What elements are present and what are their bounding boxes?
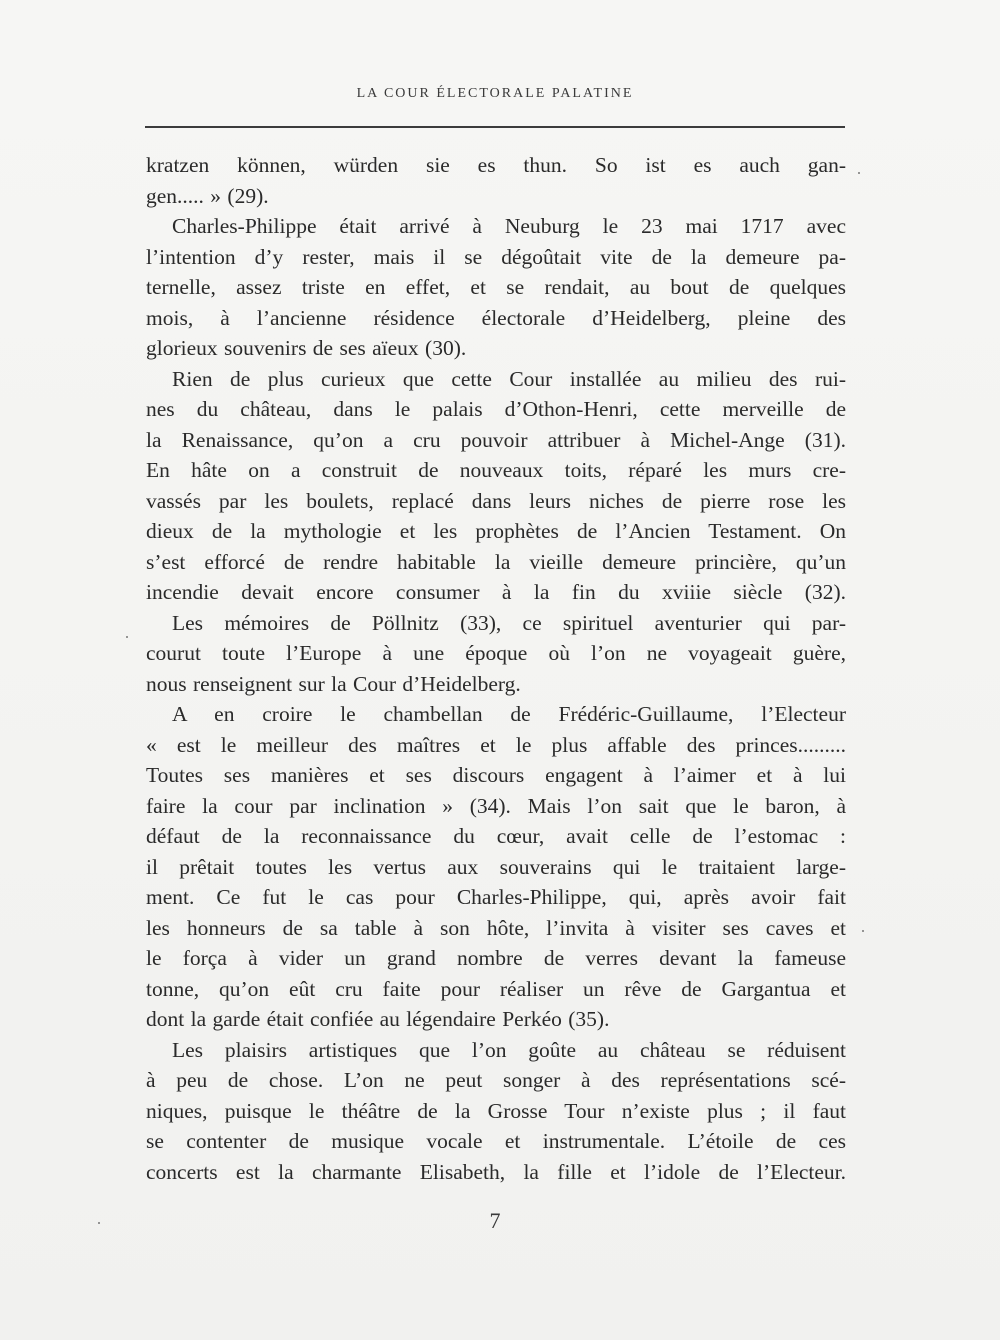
text-line: nes du château, dans le palais d’Othon-Henri, cette merveille de (146, 397, 846, 421)
paper-speck (126, 636, 128, 638)
paper-speck (858, 172, 860, 174)
text-line: Toutes ses manières et ses discours engagent à l’aimer et à lui (146, 763, 846, 787)
text-line: incendie devait encore consumer à la fin du xviiie siècle (32). (146, 580, 846, 604)
text-line: il prêtait toutes les vertus aux souverains qui le traitaient large- (146, 854, 846, 879)
text-line: mois, à l’ancienne résidence électorale d’Heidelberg, pleine des (146, 305, 846, 330)
text-line: nous renseignent sur la Cour d’Heidelberg. (146, 671, 521, 696)
text-line: faire la cour par inclination » (34). Mais l’on sait que le baron, à (146, 793, 846, 818)
text-line: vassés par les boulets, replacé dans leurs niches de pierre rose les (146, 488, 846, 513)
text-line: la Renaissance, qu’on a cru pouvoir attribuer à Michel-Ange (31). (146, 427, 846, 452)
page-number: 7 (489, 1208, 501, 1233)
text-line: « est le meilleur des maîtres et le plus affable des princes......... (146, 732, 846, 757)
body-text (146, 150, 846, 1187)
text-line: Charles-Philippe était arrivé à Neuburg le 23 mai 1717 avec (172, 214, 846, 238)
text-line: tonne, qu’on eût cru faite pour réaliser un rêve de Gargantua et (146, 976, 846, 1001)
text-line: gen..... » (29). (146, 183, 269, 208)
text-line: En hâte on a construit de nouveaux toits, réparé les murs cre- (146, 458, 846, 482)
text-line: Les mémoires de Pöllnitz (33), ce spirituel aventurier qui par- (172, 610, 846, 635)
text-line: glorieux souvenirs de ses aïeux (30). (146, 336, 467, 360)
running-head: LA COUR ÉLECTORALE PALATINE (356, 86, 634, 101)
text-line: dieux de la mythologie et les prophètes de l’Ancien Testament. On (146, 519, 846, 543)
text-line: A en croire le chambellan de Frédéric-Guillaume, l’Electeur (172, 702, 846, 726)
text-line: Les plaisirs artistiques que l’on goûte au château se réduisent (172, 1037, 846, 1062)
text-line: ment. Ce fut le cas pour Charles-Philippe, qui, après avoir fait (146, 885, 846, 909)
text-line: défaut de la reconnaissance du cœur, avait celle de l’estomac : (146, 824, 846, 848)
text-line: dont la garde était confiée au légendaire Perkéo (35). (146, 1007, 610, 1031)
text-line: l’intention d’y rester, mais il se dégoûtait vite de la demeure pa- (146, 244, 846, 269)
text-line: niques, puisque le théâtre de la Grosse Tour n’existe plus ; il faut (146, 1098, 846, 1123)
text-line: concerts est la charmante Elisabeth, la fille et l’idole de l’Electeur. (146, 1159, 846, 1184)
paper-speck (98, 1222, 100, 1224)
text-line: se contenter de musique vocale et instrumentale. L’étoile de ces (146, 1129, 846, 1153)
text-line: s’est efforcé de rendre habitable la vieille demeure princière, qu’un (146, 549, 846, 574)
text-line: Rien de plus curieux que cette Cour installée au milieu des rui- (172, 366, 846, 391)
text-line: le força à vider un grand nombre de verres devant la fameuse (146, 946, 846, 970)
header-rule (145, 126, 845, 128)
text-line: kratzen können, würden sie es thun. So ist es auch gan- (146, 153, 846, 177)
text-line: à peu de chose. L’on ne peut songer à des représentations scé- (146, 1068, 846, 1092)
text-line: ternelle, assez triste en effet, et se rendait, au bout de quelques (146, 275, 846, 299)
paper-speck (862, 930, 864, 932)
text-line: les honneurs de sa table à son hôte, l’invita à visiter ses caves et (146, 915, 846, 940)
text-line: courut toute l’Europe à une époque où l’on ne voyageait guère, (146, 641, 846, 665)
